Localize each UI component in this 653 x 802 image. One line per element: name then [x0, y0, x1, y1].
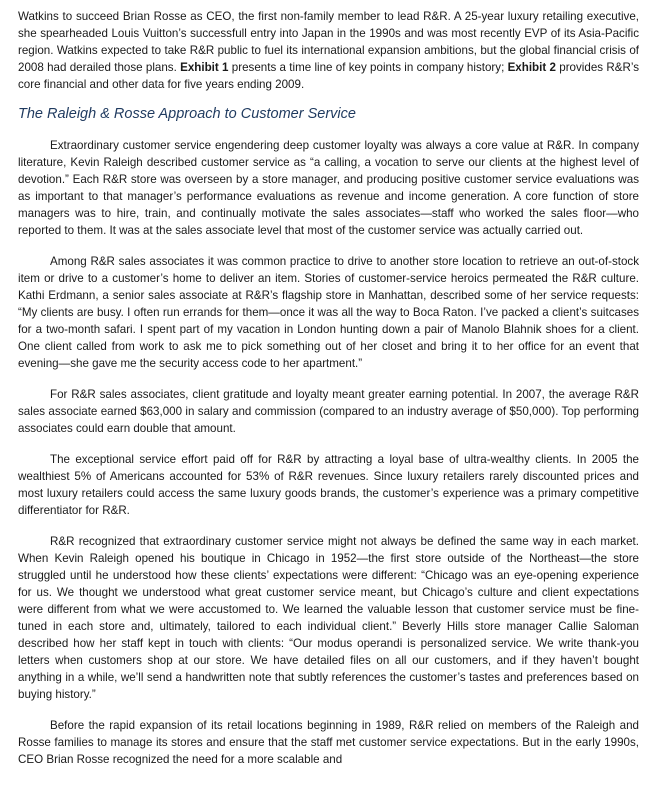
intro-text-3: provides R&R’s core financial and other data for five years ending 2009.	[18, 61, 639, 91]
paragraph-market-tailoring: R&R recognized that extraordinary customer service might not always be defined the same way in each market. When Kevin Raleigh opened his boutique in Chicago in 1952—the first store outside of the Northeast—the store struggled until he understood how these clients’ expectations were different: “Chicago was an eye-opening experience for us. We thought we understood what great customer service meant, but Chicago’s culture and client expectations were different from what we were accustomed to. We learned the valuable lesson that customer service must be fine-tuned in each store and, ultimately, tailored to each individual client.” Beverly Hills store manager Callie Saloman described how her staff kept in touch with clients: “Our modus operandi is personalized service. We write thank-you letters when customers shop at our store. We have detailed files on all our customers, and if they haven’t bought anything in a while, we’ll send a handwritten note that subtly references the customer’s tastes and preferences based on buying history.”	[18, 535, 639, 701]
paragraph-family-management: Before the rapid expansion of its retail locations beginning in 1989, R&R relied on members of the Raleigh and Rosse families to manage its stores and ensure that the staff met customer service expectations. But in the early 1990s, CEO Brian Rosse recognized the need for a more scalable and	[18, 719, 639, 766]
intro-text-2: presents a time line of key points in company history;	[228, 61, 508, 74]
section-heading: The Raleigh & Rosse Approach to Customer Service	[18, 106, 356, 122]
intro-text-1: Watkins to succeed Brian Rosse as CEO, the first non-family member to lead R&R. A 25-year luxury retailing executive, she spearheaded Louis Vuitton’s successfull entry into Japan in the 1990s and was most recently EVP of its Asia-Pacific region. Watkins expected to take R&R public to fuel its international expansion ambitions, but the global financial crisis of 2008 had derailed those plans.	[18, 10, 639, 74]
exhibit-1-reference: Exhibit 1	[180, 61, 229, 74]
document-page	[18, 8, 639, 768]
paragraph-earning-potential: For R&R sales associates, client gratitude and loyalty meant greater earning potential. In 2007, the average R&R sales associate earned $63,000 in salary and commission (compared to an industry average of $50,000). Top performing associates could earn double that amount.	[18, 388, 639, 435]
paragraph-ultra-wealthy-clients: The exceptional service effort paid off for R&R by attracting a loyal base of ultra-wealthy clients. In 2005 the wealthiest 5% of Americans accounted for 53% of R&R revenues. Since luxury retailers rarely discounted prices and most luxury retailers could access the same luxury goods brands, the customer’s experience was a primary competitive differentiator for R&R.	[18, 453, 639, 517]
paragraph-customer-service-value: Extraordinary customer service engendering deep customer loyalty was always a core value at R&R. In company literature, Kevin Raleigh described customer service as “a calling, a vocation to serve our clients at the highest level of devotion.” Each R&R store was overseen by a store manager, and producing positive customer service evaluations was as important to that manager’s performance evaluations as revenue and income generation. A core function of store managers was to hire, train, and continually motivate the sales associates—staff who worked the sales floor—who reported to them. It was at the sales associate level that most of the customer service was actually carried out.	[18, 139, 639, 237]
intro-paragraph	[18, 8, 639, 93]
paragraph-sales-associate-heroics: Among R&R sales associates it was common practice to drive to another store location to retrieve an out-of-stock item or drive to a customer’s home to deliver an item. Stories of customer-service heroics permeated the R&R culture. Kathi Erdmann, a senior sales associate at R&R’s flagship store in Manhattan, described some of her service requests: “My clients are busy. I often run errands for them—once it was all the way to Boca Raton. I’ve packed a client’s suitcases for a two-month safari. I spent part of my vacation in London hunting down a pair of Manolo Blahnik shoes for a client. One client called from work to ask me to pick something out of her closet and bring it to her office for an event that evening—she gave me the security access code to her apartment.”	[18, 255, 639, 370]
exhibit-2-reference: Exhibit 2	[507, 61, 556, 74]
